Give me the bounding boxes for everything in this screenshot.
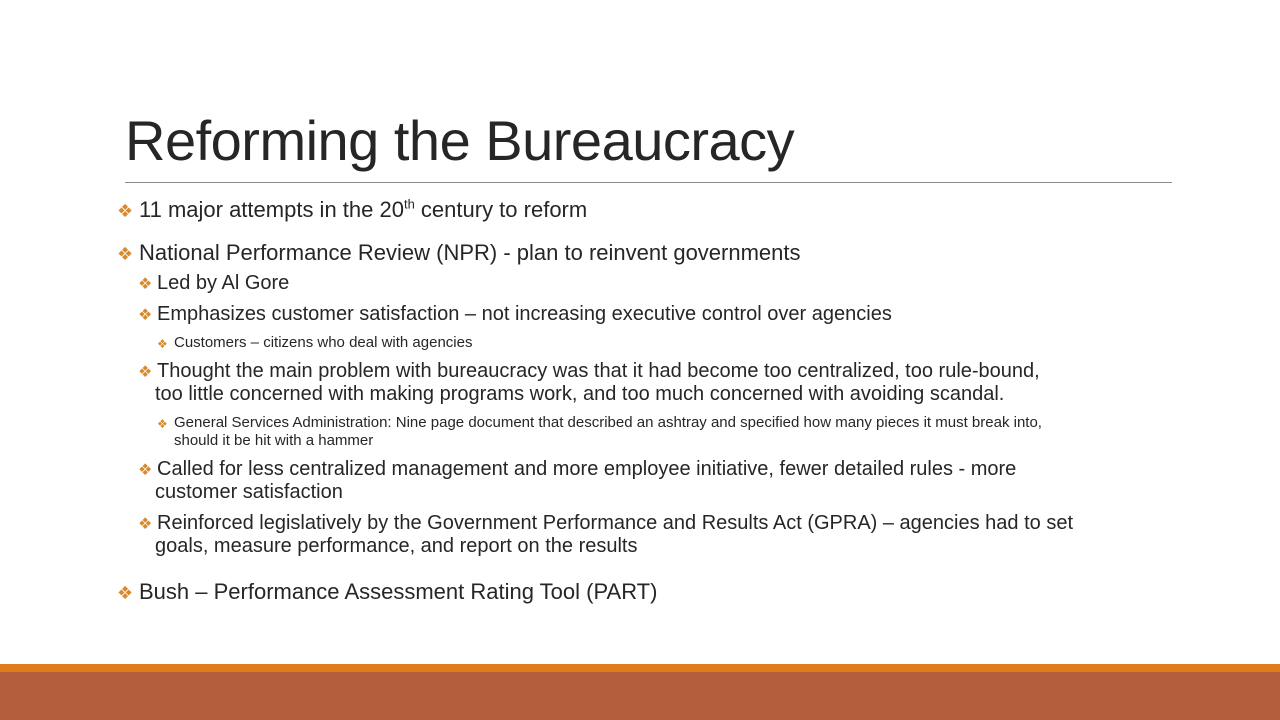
bullet-text: National Performance Review (NPR) - plan to reinvent governments: [139, 240, 801, 265]
bullet-text-line-1: Thought the main problem with bureaucracy was that it had become too centralized, too rule-bound,: [157, 360, 1040, 382]
bullet-text-line-1: Called for less centralized management and more employee initiative, fewer detailed rules - more: [157, 458, 1017, 480]
bullet-text-line-2: too little concerned with making programs work, and too much concerned with avoiding scandal.: [155, 383, 1005, 405]
diamond-bullet-icon: ❖: [117, 244, 134, 264]
bullet-text-line-1: General Services Administration: Nine page document that described an ashtray and specified how many pieces it must break into,: [174, 414, 1042, 431]
bullet-text-line-2: customer satisfaction: [155, 481, 343, 503]
diamond-bullet-icon: ❖: [138, 462, 153, 479]
diamond-bullet-icon: ❖: [117, 201, 134, 221]
bullet-text-line-2: should it be hit with a hammer: [174, 432, 374, 449]
superscript: th: [403, 196, 415, 212]
diamond-bullet-icon: ❖: [138, 307, 153, 324]
diamond-bullet-icon: ❖: [138, 364, 153, 381]
bullet-text: 11 major attempts in the 20th century to reform: [139, 196, 588, 222]
diamond-bullet-icon: ❖: [157, 337, 168, 351]
bullet-text: Customers – citizens who deal with agencies: [174, 334, 473, 351]
bullet-text-line-1: Reinforced legislatively by the Government Performance and Results Act (GPRA) – agencies had to set: [157, 512, 1074, 534]
bullet-text: Led by Al Gore: [157, 272, 290, 294]
footer-band: [0, 672, 1280, 720]
bullet-text-line-2: goals, measure performance, and report on the results: [155, 535, 638, 557]
slide-title: Reforming the Bureaucracy: [125, 109, 795, 172]
diamond-bullet-icon: ❖: [157, 417, 168, 431]
diamond-bullet-icon: ❖: [138, 276, 153, 293]
diamond-bullet-icon: ❖: [117, 583, 134, 603]
diamond-bullet-icon: ❖: [138, 516, 153, 533]
bullet-text: Emphasizes customer satisfaction – not increasing executive control over agencies: [157, 303, 892, 325]
footer-accent-stripe: [0, 664, 1280, 672]
title-divider: [125, 182, 1172, 183]
bullet-text: Bush – Performance Assessment Rating Tool (PART): [139, 579, 658, 604]
